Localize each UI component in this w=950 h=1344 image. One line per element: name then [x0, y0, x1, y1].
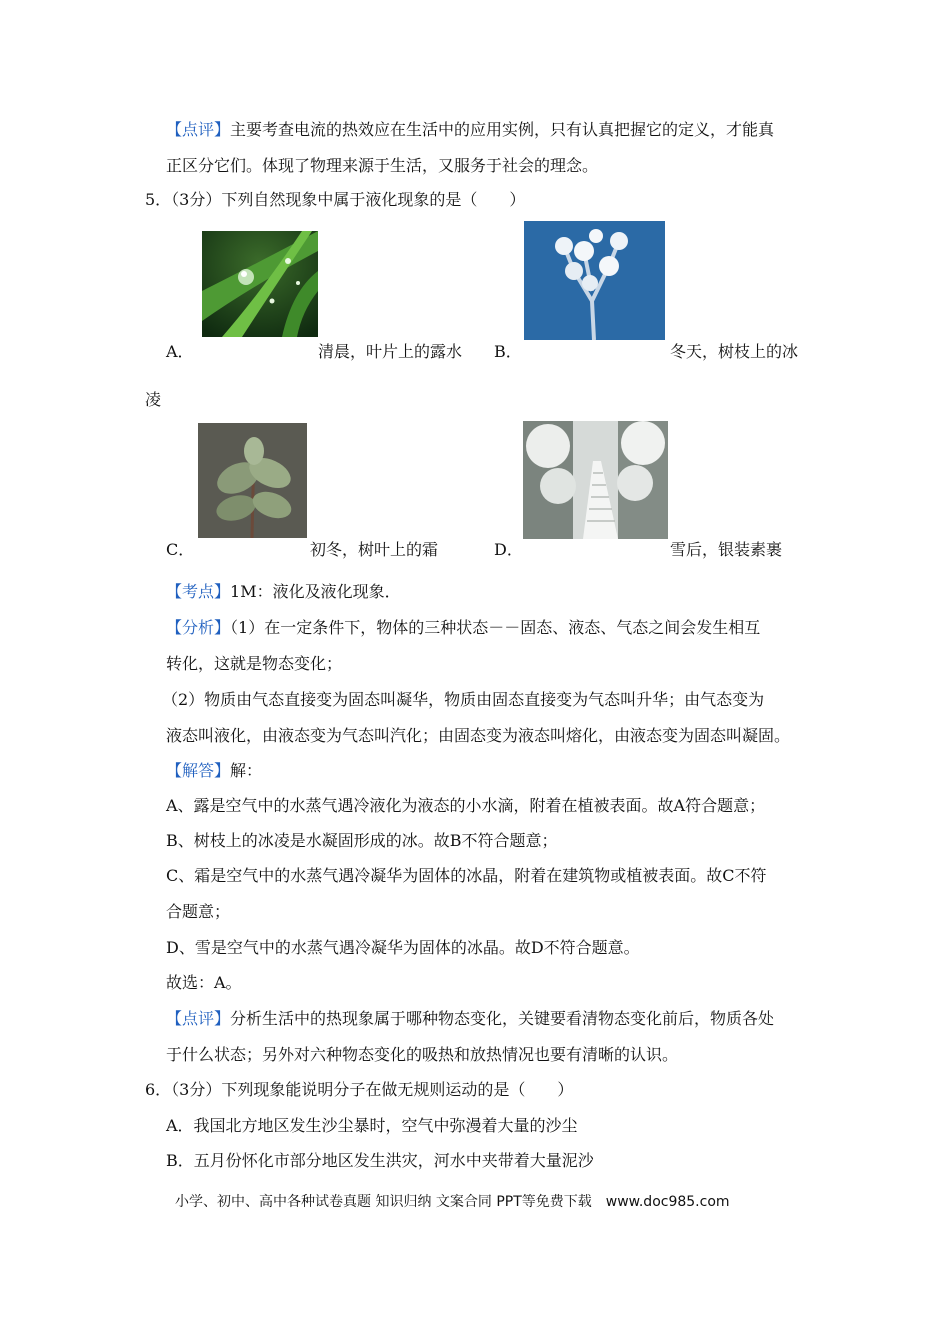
- option-c-letter: C．: [166, 540, 195, 559]
- jieda-answer: 故选：A。: [166, 973, 242, 992]
- frost-branch-image: [524, 221, 665, 340]
- fenxi-line-3: （2）物质由气态直接变为固态叫凝华，物质由固态直接变为气态叫升华；由气态变为: [162, 690, 765, 709]
- jieda-c-1: C、霜是空气中的水蒸气遇冷凝华为固体的冰晶，附着在建筑物或植被表面。故C不符: [166, 866, 767, 885]
- fenxi-line-4: 液态叫液化，由液态变为气态叫汽化；由固态变为液态叫熔化，由液态变为固态叫凝固。: [166, 726, 791, 745]
- snow-path-image: [523, 421, 668, 539]
- option-c-text: 初冬，树叶上的霜: [310, 540, 439, 559]
- frost-leaves-image: [198, 423, 307, 538]
- option-d-letter: D．: [494, 540, 523, 559]
- page-footer: 小学、初中、高中各种试卷真题 知识归纳 文案合同 PPT等免费下载 www.doc985.com: [175, 1194, 730, 1210]
- fenxi-tag: 【分析】: [166, 618, 231, 637]
- jieda-c-2: 合题意；: [166, 902, 231, 921]
- review2-line-2: 于什么状态；另外对六种物态变化的吸热和放热情况也要有清晰的认识。: [166, 1045, 679, 1064]
- jieda-a: A、露是空气中的水蒸气遇冷液化为液态的小水滴，附着在植被表面。故A符合题意；: [166, 796, 766, 815]
- jieda-tag: 【解答】: [166, 761, 231, 780]
- option-d-text: 雪后，银装素裹: [670, 540, 783, 559]
- review2-line-1: 【点评】分析生活中的热现象属于哪种物态变化，关键要看清物态变化前后，物质各处: [166, 1009, 775, 1028]
- question-6-option-a: A．我国北方地区发生沙尘暴时，空气中弥漫着大量的沙尘: [166, 1116, 578, 1135]
- question-6-stem: 6．（3分）下列现象能说明分子在做无规则运动的是（ ）: [145, 1080, 574, 1099]
- option-a-text: 清晨，叶片上的露水: [318, 342, 463, 361]
- jieda-line: 【解答】解：: [166, 761, 263, 780]
- review2-tag: 【点评】: [166, 1009, 231, 1028]
- kaodian-line: 【考点】1M：液化及液化现象．: [166, 582, 401, 601]
- fenxi-line-2: 转化，这就是物态变化；: [166, 654, 343, 673]
- jieda-d: D、雪是空气中的水蒸气遇冷凝华为固体的冰晶。故D不符合题意。: [166, 938, 640, 957]
- option-b-text-cont: 凌: [145, 390, 162, 409]
- option-b-letter: B．: [494, 342, 522, 361]
- question-6-option-b: B．五月份怀化市部分地区发生洪灾，河水中夹带着大量泥沙: [166, 1151, 594, 1170]
- question-5-stem: 5．（3分）下列自然现象中属于液化现象的是（ ）: [145, 190, 526, 209]
- review-line-1: 【点评】主要考查电流的热效应在生活中的应用实例，只有认真把握它的定义，才能真: [166, 120, 775, 139]
- fenxi-line-1: 【分析】（1）在一定条件下，物体的三种状态－－固态、液态、气态之间会发生相互: [166, 618, 761, 637]
- kaodian-tag: 【考点】: [166, 582, 231, 601]
- option-b-text: 冬天，树枝上的冰: [670, 342, 799, 361]
- option-a-letter: A．: [166, 342, 194, 361]
- review-line-2: 正区分它们。体现了物理来源于生活，又服务于社会的理念。: [166, 156, 599, 175]
- review-tag: 【点评】: [166, 120, 231, 139]
- jieda-b: B、树枝上的冰凌是水凝固形成的冰。故B不符合题意；: [166, 831, 558, 850]
- dew-leaf-image: [202, 231, 318, 337]
